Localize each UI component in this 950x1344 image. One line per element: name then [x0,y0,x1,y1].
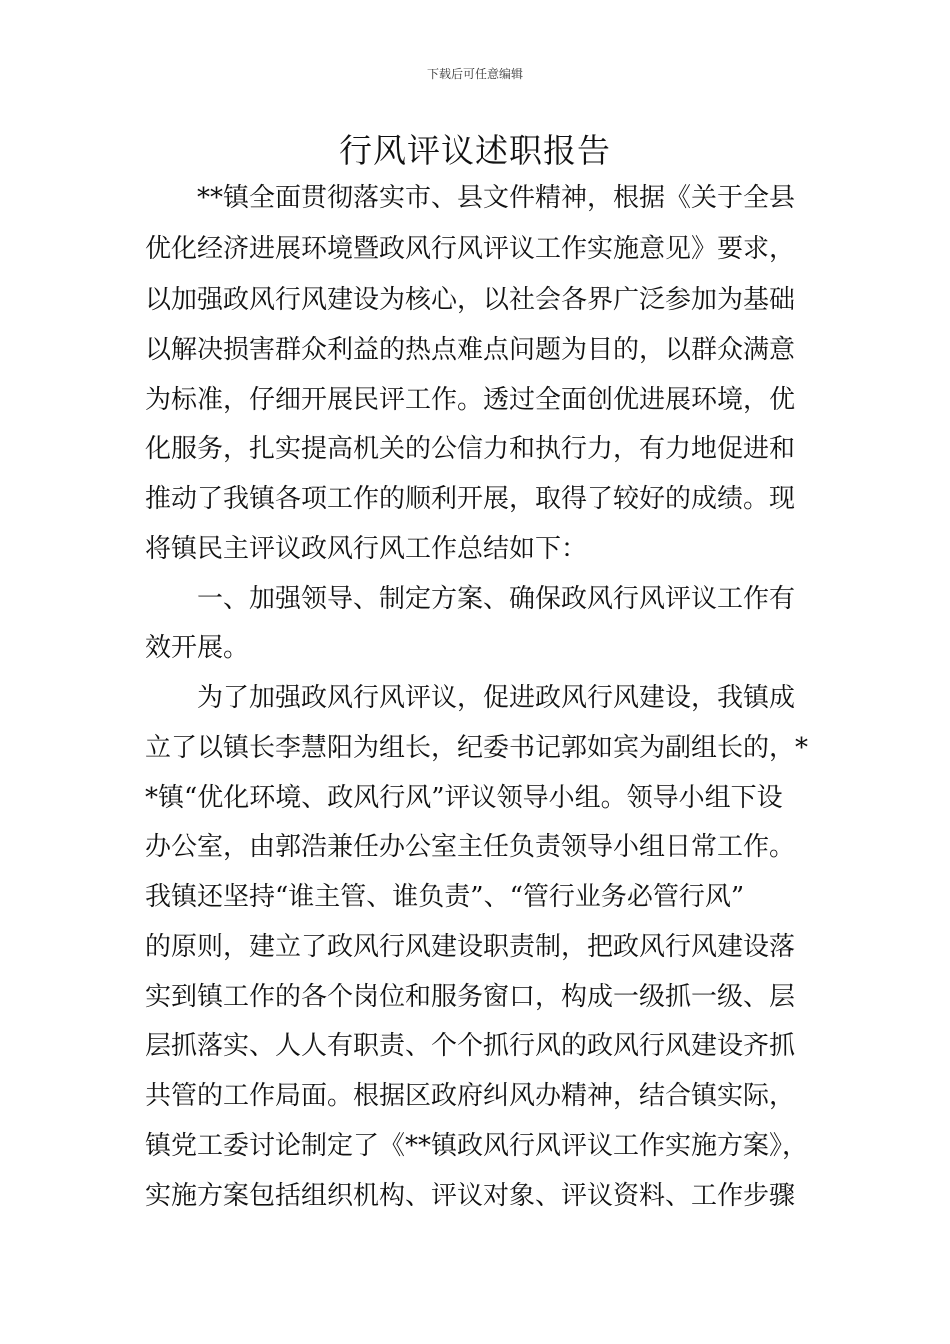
page-header-note: 下载后可任意编辑 [426,67,523,81]
document-title: 行风评议述职报告 [339,131,611,170]
body-line: 实施方案包括组织机构、评议对象、评议资料、工作步骤 [145,1181,796,1211]
body-line: 为标准，仔细开展民评工作。透过全面创优进展环境，优 [145,385,796,415]
body-line: 推动了我镇各项工作的顺利开展，取得了较好的成绩。现 [145,484,796,514]
body-line: 共管的工作局面。根据区政府纠风办精神，结合镇实际， [145,1081,796,1111]
body-line: **镇全面贯彻落实市、县文件精神，根据《关于全县 [145,183,796,213]
body-line: 的原则，建立了政风行风建设职责制，把政风行风建设落 [145,932,796,962]
body-line: 层抓落实、人人有职责、个个抓行风的政风行风建设齐抓 [145,1031,796,1061]
body-line: 为了加强政风行风评议，促进政风行风建设，我镇成 [145,683,796,713]
body-line: 将镇民主评议政风行风工作总结如下： [145,534,588,564]
body-line: *镇“优化环境、政风行风”评议领导小组。领导小组下设 [145,783,783,813]
body-line: 实到镇工作的各个岗位和服务窗口，构成一级抓一级、层 [145,982,796,1012]
body-line: 办公室，由郭浩兼任办公室主任负责领导小组日常工作。 [145,832,796,862]
body-line: 以加强政风行风建设为核心，以社会各界广泛参加为基础 [145,285,796,315]
body-line: 化服务，扎实提高机关的公信力和执行力，有力地促进和 [145,434,796,464]
section-heading-line: 一、加强领导、制定方案、确保政风行风评议工作有 [145,584,796,614]
body-line: 优化经济进展环境暨政风行风评议工作实施意见》要求， [145,234,796,264]
body-line: 我镇还坚持“谁主管、谁负责”、“管行业务必管行风” [145,882,745,912]
body-line: 镇党工委讨论制定了《**镇政风行风评议工作实施方案》， [145,1131,809,1161]
body-line: 立了以镇长李慧阳为组长，纪委书记郭如宾为副组长的，* [145,733,809,763]
section-heading-line: 效开展。 [145,633,250,663]
body-line: 以解决损害群众利益的热点难点问题为目的，以群众满意 [145,335,796,365]
